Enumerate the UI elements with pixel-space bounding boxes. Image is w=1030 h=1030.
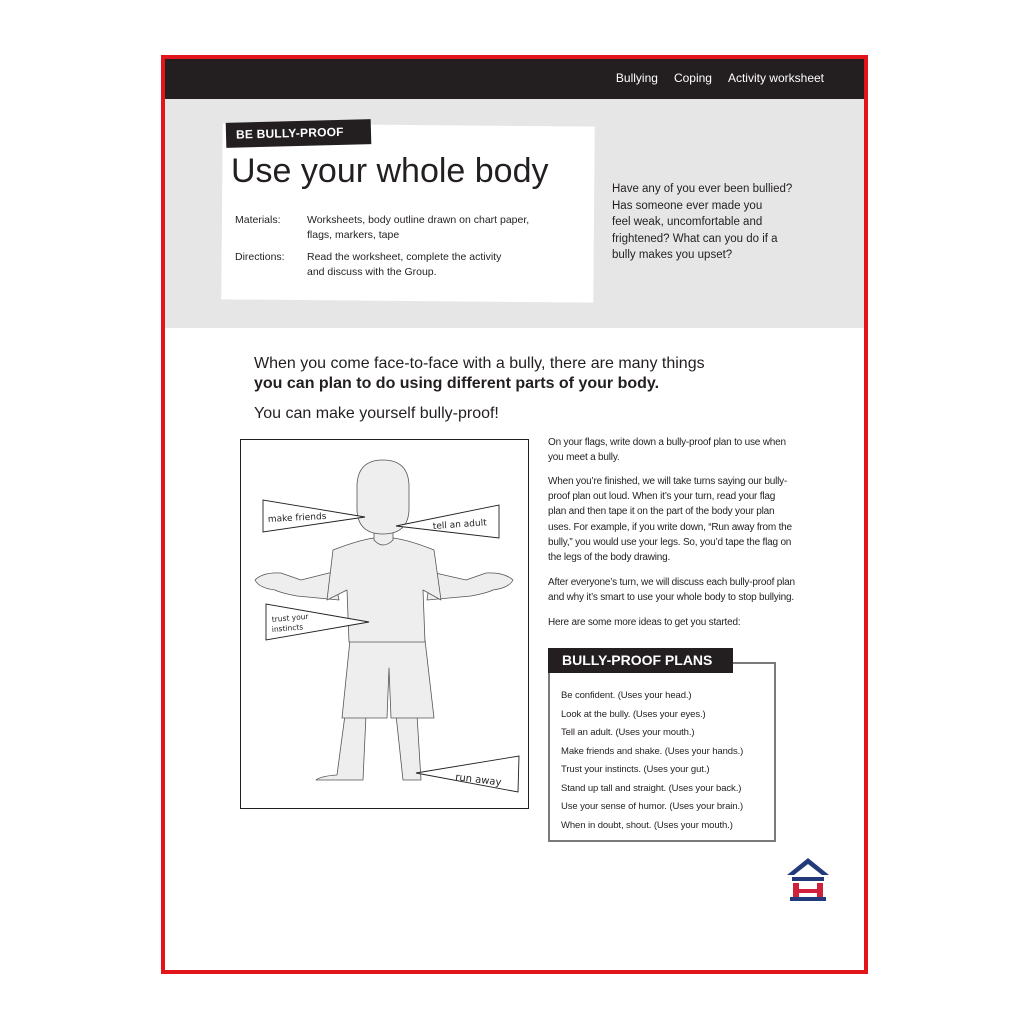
plans-heading: BULLY-PROOF PLANS — [548, 648, 733, 673]
lead-line-2: you can plan to do using different parts of your body. — [254, 375, 660, 392]
text-line: bully,” you would use your legs. So, you’d tape the flag on — [548, 536, 792, 548]
plans-list — [561, 687, 743, 835]
text-line: you meet a bully. — [548, 452, 620, 464]
directions-value — [307, 250, 501, 280]
page-title: Use your whole body — [231, 152, 549, 190]
list-item: Tell an adult. (Uses your mouth.) — [561, 727, 695, 738]
intro-question-line: Has someone ever made you — [612, 199, 763, 212]
intro-question-line: frightened? What can you do if a — [612, 232, 778, 245]
instructions-paragraph-2 — [548, 474, 798, 565]
materials-label: Materials: — [235, 214, 281, 226]
text-line: uses. For example, if you write down, “Run away from the — [548, 521, 792, 533]
body-left-leg — [316, 715, 366, 780]
section-tag: BE BULLY-PROOF — [226, 119, 372, 148]
intro-question-line: Have any of you ever been bullied? — [612, 183, 793, 195]
flag-label-run-away: run away — [454, 772, 502, 789]
body-outline-drawing — [241, 440, 528, 808]
flag-label-make-friends: make friends — [267, 511, 327, 525]
top-navigation-bar — [165, 59, 864, 99]
lead-line-3: You can make yourself bully-proof! — [254, 405, 499, 422]
nav-menu — [616, 71, 824, 85]
list-item: When in doubt, shout. (Uses your mouth.) — [561, 819, 733, 831]
materials-line: flags, markers, tape — [307, 229, 400, 241]
text-line: proof plan out loud. When it’s your turn, read your flag — [548, 491, 776, 503]
body-head — [357, 460, 409, 534]
directions-line: and discuss with the Group. — [307, 266, 437, 278]
nav-link-coping[interactable]: Coping — [673, 71, 712, 85]
body-shorts — [342, 640, 434, 718]
flag-label-trust-your: trust your — [271, 611, 309, 624]
text-line: After everyone’s turn, we will discuss each bully-proof plan — [548, 577, 795, 588]
instructions-paragraph-4 — [548, 615, 798, 630]
body-outline-figure — [240, 439, 529, 809]
nav-link-bullying[interactable]: Bullying — [615, 71, 658, 85]
text-line: plan and then tape it on the part of the body your plan — [548, 506, 775, 518]
flag-label-tell-an-adult: tell an adult — [432, 518, 488, 532]
page-frame — [161, 55, 868, 974]
directions-line: Read the worksheet, complete the activity — [307, 251, 502, 263]
materials-value — [307, 213, 529, 243]
lead-line-1: When you come face-to-face with a bully, there are many things — [254, 355, 705, 372]
list-item: Be confident. (Uses your head.) — [561, 690, 692, 701]
list-item: Look at the bully. (Uses your eyes.) — [561, 708, 706, 720]
intro-question-line: bully makes you upset? — [612, 249, 733, 261]
list-item: Trust your instincts. (Uses your gut.) — [561, 764, 710, 775]
text-line: On your flags, write down a bully-proof plan to use when — [548, 437, 786, 448]
nav-link-activity-worksheet[interactable]: Activity worksheet — [727, 71, 824, 85]
materials-line: Worksheets, body outline drawn on chart paper, — [307, 214, 530, 226]
instructions-paragraph-1 — [548, 435, 798, 465]
instructions-paragraph-3 — [548, 575, 798, 605]
text-line: Here are some more ideas to get you started: — [548, 617, 741, 628]
body-right-leg — [396, 715, 421, 780]
body-left-arm — [255, 572, 339, 600]
house-logo-icon — [785, 855, 831, 908]
text-line: and why it’s smart to use your whole body to stop bullying. — [548, 592, 794, 604]
list-item: Use your sense of humor. (Uses your brain.) — [561, 801, 744, 812]
list-item: Stand up tall and straight. (Uses your back.) — [561, 782, 742, 794]
directions-label: Directions: — [235, 251, 285, 263]
list-item: Make friends and shake. (Uses your hands.) — [561, 745, 744, 757]
flag-label-instincts: instincts — [271, 622, 304, 634]
text-line: the legs of the body drawing. — [548, 552, 671, 564]
intro-question — [612, 181, 797, 264]
intro-question-line: feel weak, uncomfortable and — [612, 216, 763, 228]
text-line: When you’re finished, we will take turns saying our bully- — [548, 476, 788, 487]
